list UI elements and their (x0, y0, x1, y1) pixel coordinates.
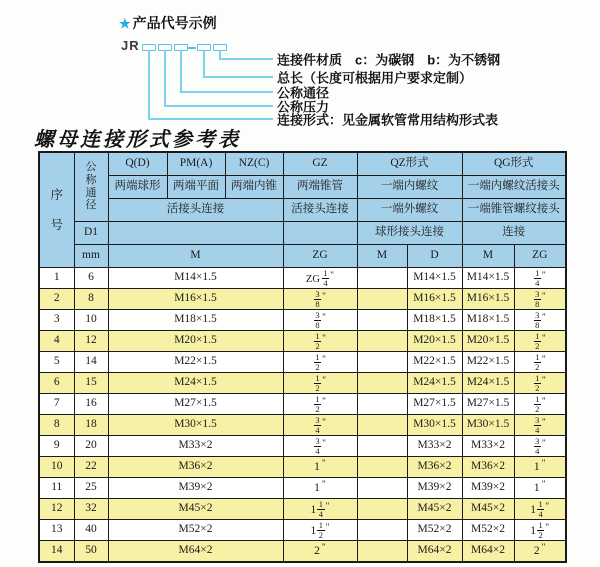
table-row (39, 331, 566, 352)
header-d1: D1 (74, 222, 108, 245)
inch-mark: " (322, 397, 327, 407)
inch-mark: " (541, 313, 546, 323)
cell-m-thread: M64×2 (108, 541, 283, 563)
cell-qg-m: M22×1.5 (462, 352, 514, 373)
stacked-fraction: $\frac{1}{2}$ (315, 372, 320, 393)
stacked-fraction: $\frac{3}{4}$ (315, 414, 320, 435)
cell-qg-zg (514, 478, 566, 499)
cell-m-thread: M14×1.5 (108, 268, 283, 289)
cell-qg-m: M39×2 (462, 478, 514, 499)
stacked-fraction: $\frac{1}{2}$ (535, 393, 540, 414)
stacked-fraction: $\frac{1}{2}$ (535, 351, 540, 372)
stacked-fraction: $\frac{3}{8}$ (535, 288, 540, 309)
col-header-qz-form: QZ形式 (357, 152, 462, 176)
inch-mark: " (541, 418, 546, 428)
inch-mark: " (541, 459, 546, 470)
cell-qz-m (357, 457, 407, 478)
stacked-fraction: $\frac{3}{4}$ (315, 435, 320, 456)
col-header-nzc: NZ(C) (225, 152, 283, 176)
cell-qz-m (357, 520, 407, 541)
cell-seq: 1 (39, 268, 74, 289)
stacked-fraction: $\frac{3}{8}$ (535, 309, 540, 330)
inch-mark: " (541, 480, 546, 491)
stacked-fraction: $\frac{3}{4}$ (535, 414, 540, 435)
leader-vline-2 (164, 50, 166, 106)
cell-qg-m: M45×2 (462, 499, 514, 520)
header-qz-inner-thread: 一端内螺纹 (357, 176, 462, 199)
cell-dn: 14 (74, 352, 108, 373)
leader-vline-1 (148, 50, 150, 119)
cell-qg-m: M18×1.5 (462, 310, 514, 331)
inch-mark: " (541, 355, 546, 365)
cell-m-thread: M52×2 (108, 520, 283, 541)
cell-qz-d: M27×1.5 (407, 394, 462, 415)
cell-dn: 16 (74, 394, 108, 415)
cell-seq: 9 (39, 436, 74, 457)
cell-m-thread: M27×1.5 (108, 394, 283, 415)
header-blank-gz (283, 222, 357, 245)
col-header-qg-form: QG形式 (462, 152, 566, 176)
cell-dn: 32 (74, 499, 108, 520)
cell-qz-m (357, 352, 407, 373)
label-nominal-pressure: 公称压力 (277, 99, 330, 115)
cell-qg-m: M33×2 (462, 436, 514, 457)
header-qg-taper-thread-joint: 一端锥管螺纹接头 (462, 199, 566, 222)
cell-zg (283, 478, 357, 499)
whole-number: 1 (310, 504, 317, 516)
header-qz-m: M (357, 245, 407, 268)
cell-seq: 11 (39, 478, 74, 499)
stacked-fraction: $\frac{1}{2}$ (535, 372, 540, 393)
stacked-fraction: $\frac{1}{4}$ (318, 498, 324, 519)
cell-qz-m (357, 436, 407, 457)
cell-zg (283, 331, 357, 352)
cell-m-thread: M36×2 (108, 457, 283, 478)
header-gz-ends: 两端锥管 (283, 176, 357, 199)
table-row (39, 268, 566, 289)
header-nzc-ends: 两端内锥 (225, 176, 283, 199)
cell-m-thread: M33×2 (108, 436, 283, 457)
cell-qz-d: M30×1.5 (407, 415, 462, 436)
cell-qz-d: M14×1.5 (407, 268, 462, 289)
cell-seq: 12 (39, 499, 74, 520)
cell-qz-d: M33×2 (407, 436, 462, 457)
cell-qz-m (357, 415, 407, 436)
cell-zg (283, 436, 357, 457)
header-qg-connection: 连接 (462, 222, 566, 245)
leader-vline-4 (203, 50, 205, 77)
inch-mark: " (541, 397, 546, 407)
cell-seq: 8 (39, 415, 74, 436)
whole-number: 2 (314, 545, 320, 558)
inch-mark: " (322, 355, 327, 365)
cell-qg-m: M27×1.5 (462, 394, 514, 415)
header-qg-m: M (462, 245, 514, 268)
cell-m-thread: M22×1.5 (108, 352, 283, 373)
cell-seq: 6 (39, 373, 74, 394)
cell-qz-d: M24×1.5 (407, 373, 462, 394)
stacked-fraction: $\frac{1}{2}$ (535, 330, 540, 351)
cell-qg-zg (514, 310, 566, 331)
cell-zg (283, 499, 357, 520)
cell-qg-zg (514, 520, 566, 541)
cell-zg (283, 310, 357, 331)
cell-qg-m: M16×1.5 (462, 289, 514, 310)
cell-qg-zg (514, 373, 566, 394)
product-code-heading-text: 产品代号示例 (132, 15, 217, 31)
col-header-dn: 公 称 通 径 (74, 152, 108, 222)
star-icon: ★ (119, 16, 131, 31)
leader-hline-4 (203, 76, 273, 78)
cell-m-thread: M30×1.5 (108, 415, 283, 436)
inch-mark: " (322, 418, 327, 428)
whole-number: 1 (530, 504, 537, 516)
cell-qz-d: M64×2 (407, 541, 462, 563)
stacked-fraction: $\frac{1}{2}$ (315, 351, 320, 372)
leader-vline-3 (180, 50, 182, 92)
cell-qg-zg (514, 289, 566, 310)
cell-zg (283, 457, 357, 478)
whole-number: 1 (314, 461, 320, 474)
cell-qz-m (357, 478, 407, 499)
table-row (39, 457, 566, 478)
cell-dn: 40 (74, 520, 108, 541)
inch-mark: " (325, 523, 330, 533)
col-header-gz: GZ (283, 152, 357, 176)
table-row (39, 394, 566, 415)
table-header (39, 152, 566, 268)
cell-qg-zg (514, 499, 566, 520)
zg-prefix: ZG (305, 274, 320, 285)
cell-qz-m (357, 373, 407, 394)
cell-qz-d: M36×2 (407, 457, 462, 478)
header-pma-ends: 两端平面 (167, 176, 225, 199)
leader-hline-2 (164, 105, 273, 107)
cell-qg-m: M24×1.5 (462, 373, 514, 394)
cell-zg (283, 289, 357, 310)
cell-dn: 20 (74, 436, 108, 457)
cell-qz-d: M20×1.5 (407, 331, 462, 352)
cell-qz-d: M45×2 (407, 499, 462, 520)
header-qz-ball-joint-connection: 球形接头连接 (357, 222, 462, 245)
cell-seq: 14 (39, 541, 74, 563)
cell-qz-d: M52×2 (407, 520, 462, 541)
whole-number: 1 (314, 482, 320, 495)
cell-seq: 5 (39, 352, 74, 373)
cell-m-thread: M45×2 (108, 499, 283, 520)
inch-mark: " (541, 376, 546, 386)
label-nominal-diameter: 公称通径 (277, 85, 330, 101)
label-total-length: 总长（长度可根据用户要求定制） (277, 70, 473, 86)
cell-dn: 18 (74, 415, 108, 436)
cell-dn: 8 (74, 289, 108, 310)
inch-mark: " (541, 334, 546, 344)
whole-number: 1 (533, 482, 540, 495)
cell-qz-d: M39×2 (407, 478, 462, 499)
whole-number: 1 (310, 525, 317, 537)
inch-mark: " (322, 439, 327, 449)
cell-seq: 4 (39, 331, 74, 352)
stacked-fraction: $\frac{3}{8}$ (315, 309, 320, 330)
inch-mark: " (321, 480, 326, 491)
whole-number: 2 (533, 545, 540, 558)
header-union-connection: 活接头连接 (108, 199, 283, 222)
cell-m-thread: M39×2 (108, 478, 283, 499)
cell-qz-m (357, 310, 407, 331)
inch-mark: " (541, 543, 546, 554)
header-qg-inner-thread-union: 一端内螺纹活接头 (462, 176, 566, 199)
table-row (39, 310, 566, 331)
header-qg-zg: ZG (514, 245, 566, 268)
cell-qg-zg (514, 436, 566, 457)
stacked-fraction: $\frac{1}{4}$ (323, 267, 328, 288)
cell-zg (283, 268, 357, 289)
cell-qg-zg (514, 415, 566, 436)
stacked-fraction: $\frac{1}{2}$ (315, 393, 320, 414)
inch-mark: " (322, 292, 327, 302)
table-row (39, 436, 566, 457)
inch-mark: " (541, 271, 546, 281)
cell-dn: 12 (74, 331, 108, 352)
whole-number: 1 (533, 461, 540, 474)
product-code-heading (119, 13, 217, 33)
inch-mark: " (541, 439, 546, 449)
inch-mark: " (321, 459, 326, 470)
stacked-fraction: $\frac{3}{8}$ (315, 288, 320, 309)
cell-dn: 25 (74, 478, 108, 499)
cell-dn: 15 (74, 373, 108, 394)
product-code-prefix: JR (121, 38, 140, 53)
header-blank-left (108, 222, 283, 245)
table-row (39, 352, 566, 373)
cell-zg (283, 394, 357, 415)
inch-mark: " (545, 523, 550, 533)
cell-m-thread: M16×1.5 (108, 289, 283, 310)
cell-seq: 2 (39, 289, 74, 310)
cell-qg-zg (514, 394, 566, 415)
cell-dn: 6 (74, 268, 108, 289)
cell-m-thread: M18×1.5 (108, 310, 283, 331)
cell-dn: 50 (74, 541, 108, 563)
cell-qg-m: M20×1.5 (462, 331, 514, 352)
table-row (39, 520, 566, 541)
whole-number: 1 (530, 525, 537, 537)
cell-m-thread: M20×1.5 (108, 331, 283, 352)
inch-mark: " (322, 313, 327, 323)
cell-zg (283, 373, 357, 394)
leader-hline-3 (180, 91, 273, 93)
cell-seq: 3 (39, 310, 74, 331)
cell-qz-m (357, 394, 407, 415)
stacked-fraction: $\frac{1}{2}$ (538, 519, 543, 540)
table-row (39, 541, 566, 563)
label-connection-form: 连接形式：见金属软管常用结构形式表 (277, 112, 499, 128)
header-gz-union-connection: 活接头连接 (283, 199, 357, 222)
inch-mark: " (325, 502, 330, 512)
table-row (39, 289, 566, 310)
cell-qg-m: M30×1.5 (462, 415, 514, 436)
cell-qg-m: M14×1.5 (462, 268, 514, 289)
cell-qg-zg (514, 268, 566, 289)
stacked-fraction: $\frac{1}{4}$ (535, 267, 540, 288)
code-dash (188, 47, 196, 49)
table-row (39, 499, 566, 520)
cell-seq: 7 (39, 394, 74, 415)
header-qd-ends: 两端球形 (108, 176, 167, 199)
table-row (39, 415, 566, 436)
header-mm: mm (74, 245, 108, 268)
header-zg: ZG (283, 245, 357, 268)
nut-connection-table (38, 151, 567, 563)
col-header-pma: PM(A) (167, 152, 225, 176)
cell-seq: 10 (39, 457, 74, 478)
cell-qz-m (357, 268, 407, 289)
header-qz-d: D (407, 245, 462, 268)
cell-zg (283, 520, 357, 541)
cell-qg-zg (514, 457, 566, 478)
leader-hline-1 (148, 118, 273, 120)
stacked-fraction: $\frac{1}{2}$ (315, 330, 320, 351)
cell-zg (283, 415, 357, 436)
cell-qg-m: M52×2 (462, 520, 514, 541)
cell-qg-zg (514, 352, 566, 373)
cell-zg (283, 541, 357, 563)
inch-mark: " (321, 543, 326, 554)
cell-qg-zg (514, 331, 566, 352)
table-row (39, 478, 566, 499)
inch-mark: " (322, 376, 327, 386)
stacked-fraction: $\frac{3}{4}$ (535, 435, 540, 456)
cell-qz-d: M16×1.5 (407, 289, 462, 310)
inch-mark: " (545, 502, 550, 512)
cell-qg-m: M36×2 (462, 457, 514, 478)
cell-qg-m: M64×2 (462, 541, 514, 563)
cell-dn: 10 (74, 310, 108, 331)
leader-hline-5 (219, 58, 273, 60)
stacked-fraction: $\frac{1}{4}$ (538, 498, 543, 519)
col-header-qd: Q(D) (108, 152, 167, 176)
cell-m-thread: M24×1.5 (108, 373, 283, 394)
stacked-fraction: $\frac{1}{2}$ (318, 519, 324, 540)
cell-zg (283, 352, 357, 373)
cell-qz-m (357, 541, 407, 563)
cell-seq: 13 (39, 520, 74, 541)
cell-qz-d: M22×1.5 (407, 352, 462, 373)
inch-mark: " (322, 334, 327, 344)
table-body (39, 268, 566, 563)
table-title: 螺母连接形式参考表 (34, 127, 241, 151)
header-qz-outer-thread: 一端外螺纹 (357, 199, 462, 222)
col-header-seq: 序 号 (39, 152, 74, 268)
cell-qz-m (357, 289, 407, 310)
cell-qz-d: M18×1.5 (407, 310, 462, 331)
inch-mark: " (541, 292, 546, 302)
table-row (39, 373, 566, 394)
header-m: M (108, 245, 283, 268)
label-connector-material: 连接件材质 c：为碳钢 b：为不锈钢 (277, 52, 501, 68)
cell-qg-zg (514, 541, 566, 563)
cell-dn: 22 (74, 457, 108, 478)
cell-qz-m (357, 331, 407, 352)
cell-qz-m (357, 499, 407, 520)
inch-mark: " (330, 271, 335, 281)
